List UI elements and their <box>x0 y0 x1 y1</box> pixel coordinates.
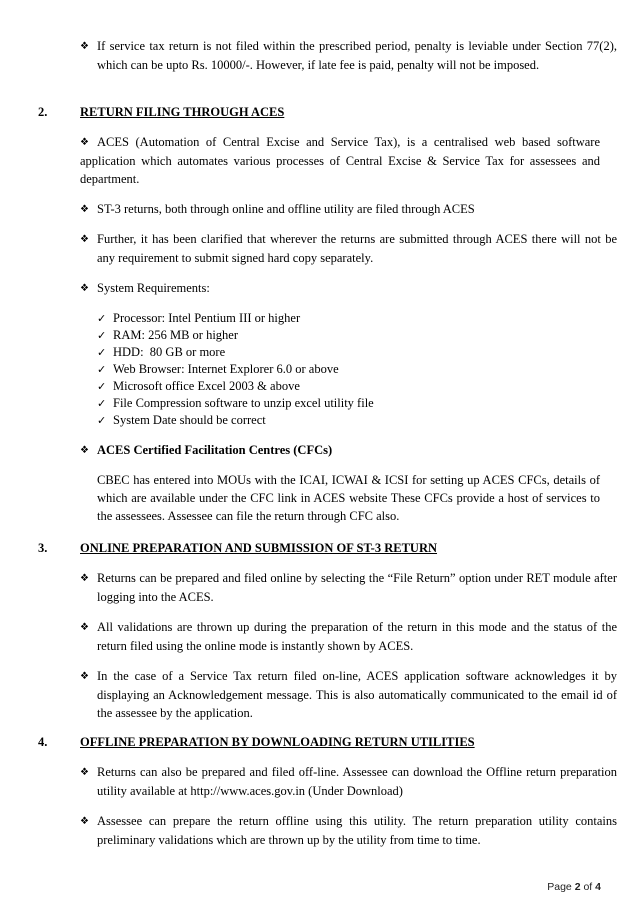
bullet-text: If service tax return is not filed within the prescribed period, penalty is leviable under Section 77(2), which can be upto Rs. 10000/-. However, if late fee is paid, penalty will not be imposed. <box>97 39 617 72</box>
list-item <box>80 230 617 267</box>
diamond-bullet-icon: ❖ <box>80 622 89 633</box>
bullet-text: In the case of a Service Tax return filed on-line, ACES application software acknowledges it by displaying an Acknowledgement message. This is also automatically communicated to the email id of the assessee by the application. <box>97 669 617 720</box>
page-total: 4 <box>595 881 601 893</box>
bullet-text: System Requirements: <box>97 281 210 295</box>
list-item <box>80 569 617 606</box>
list-item <box>80 441 617 460</box>
check-mark-icon: ✓ <box>97 313 107 325</box>
list-item <box>80 667 617 722</box>
section-heading: OFFLINE PREPARATION BY DOWNLOADING RETURN UTILITIES <box>80 735 475 749</box>
section-number: 2. <box>38 105 48 119</box>
diamond-bullet-icon: ❖ <box>80 445 89 456</box>
diamond-bullet-icon: ❖ <box>80 234 89 245</box>
cfc-paragraph: CBEC has entered into MOUs with the ICAI, ICWAI & ICSI for setting up ACES CFCs, details of which are available under the CFC link in ACES website These CFCs provide a host of services to the assessees. Assessee can file the return through CFC also. <box>97 473 600 523</box>
diamond-bullet-icon: ❖ <box>80 671 89 682</box>
requirement-item: ✓ File Compression software to unzip excel utility file <box>97 395 374 413</box>
section-heading: ONLINE PREPARATION AND SUBMISSION OF ST-3 RETURN <box>80 541 438 555</box>
requirement-item: ✓ Microsoft office Excel 2003 & above <box>97 378 300 396</box>
diamond-bullet-icon: ❖ <box>80 283 89 294</box>
page-of: of <box>583 881 593 893</box>
diamond-bullet-icon: ❖ <box>80 573 89 584</box>
list-item <box>80 200 617 219</box>
check-mark-icon: ✓ <box>97 398 107 410</box>
section-number: 3. <box>38 541 48 555</box>
list-item <box>80 133 600 188</box>
list-item <box>80 763 617 800</box>
list-item <box>80 279 617 298</box>
bullet-text: ACES (Automation of Central Excise and Service Tax), is a centralised web based software application which automates various processes of Central Excise & Service Tax for assessees and department. <box>80 135 600 186</box>
requirement-item: ✓ RAM: 256 MB or higher <box>97 327 238 345</box>
check-mark-icon: ✓ <box>97 415 107 427</box>
check-mark-icon: ✓ <box>97 381 107 393</box>
page-label: Page <box>547 881 572 893</box>
page-footer <box>547 881 601 893</box>
bullet-text: Returns can also be prepared and filed off-line. Assessee can download the Offline return preparation utility available at http://www.aces.gov.in (Under Download) <box>97 765 617 798</box>
section-heading: RETURN FILING THROUGH ACES <box>80 105 285 119</box>
check-mark-icon: ✓ <box>97 330 107 342</box>
bullet-text: Further, it has been clarified that wherever the returns are submitted through ACES there will not be any requirement to submit signed hard copy separately. <box>97 232 617 265</box>
requirement-item: ✓ Processor: Intel Pentium III or higher <box>97 310 300 328</box>
cfc-heading: ACES Certified Facilitation Centres (CFCs) <box>97 443 333 457</box>
requirement-item: ✓ HDD: 80 GB or more <box>97 344 225 362</box>
diamond-bullet-icon: ❖ <box>80 767 89 778</box>
list-item <box>80 812 617 849</box>
page-current: 2 <box>574 881 581 893</box>
requirement-item: ✓ Web Browser: Internet Explorer 6.0 or above <box>97 361 339 379</box>
requirement-item: ✓ System Date should be correct <box>97 412 266 430</box>
list-item <box>80 37 617 74</box>
diamond-bullet-icon: ❖ <box>80 816 89 827</box>
check-mark-icon: ✓ <box>97 364 107 376</box>
check-mark-icon: ✓ <box>97 347 107 359</box>
bullet-text: ST-3 returns, both through online and offline utility are filed through ACES <box>97 202 475 216</box>
diamond-bullet-icon: ❖ <box>80 41 89 52</box>
bullet-text: All validations are thrown up during the preparation of the return in this mode and the status of the return filed using the online mode is instantly shown by ACES. <box>97 620 617 653</box>
list-item <box>80 618 617 655</box>
section-number: 4. <box>38 735 48 749</box>
diamond-bullet-icon: ❖ <box>80 137 89 148</box>
bullet-text: Returns can be prepared and filed online by selecting the “File Return” option under RET module after logging into the ACES. <box>97 571 617 604</box>
bullet-text: Assessee can prepare the return offline using this utility. The return preparation utility contains preliminary validations which are thrown up by the utility from time to time. <box>97 814 617 847</box>
diamond-bullet-icon: ❖ <box>80 204 89 215</box>
